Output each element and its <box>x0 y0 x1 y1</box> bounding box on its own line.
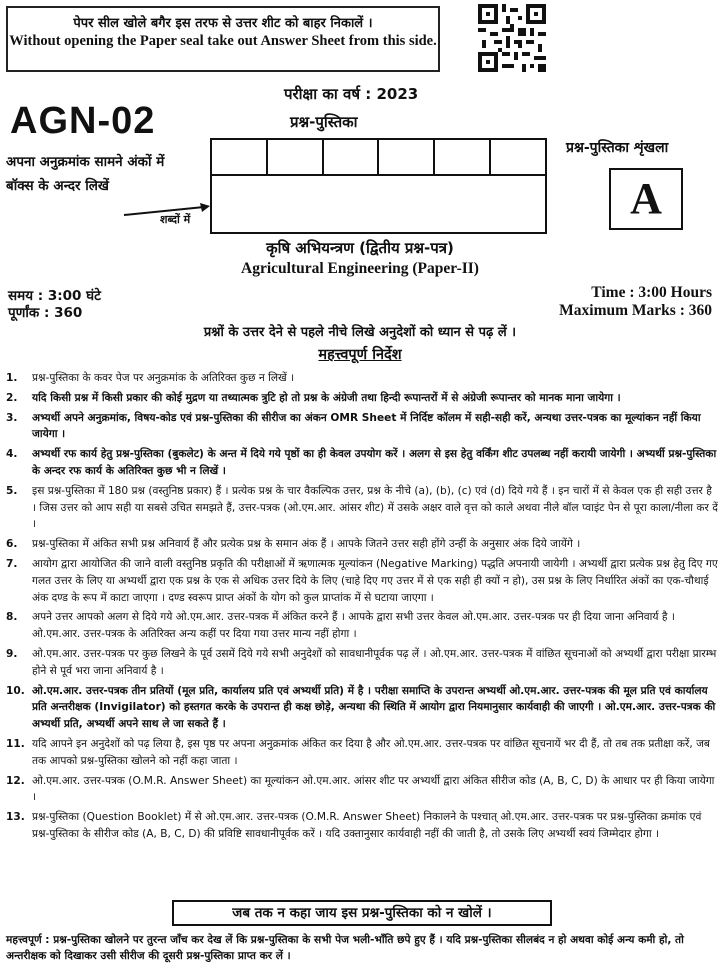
item-text: अपने उत्तर आपको अलग से दिये गये ओ.एम.आर. उत्तर-पत्रक में अंकित करने हैं । आपके द्वारा सभी उत्तर केवल ओ.एम.आर. उत्तर-पत्रक पर ही दिया जाना अनिवार्य है । ओ.एम.आर. उत्तर-पत्रक के अतिरिक्त अन्य कहीं पर दिया गया उत्तर मान्य नहीं होगा । <box>32 611 675 641</box>
roll-label-line1: अपना अनुक्रमांक सामने अंकों में <box>6 154 165 170</box>
item-text: प्रश्न-पुस्तिका के कवर पेज पर अनुक्रमांक के अतिरिक्त कुछ न लिखें । <box>32 372 295 384</box>
instructions-heading: महत्त्वपूर्ण निर्देश <box>318 347 402 363</box>
subject-english: Agricultural Engineering (Paper-II) <box>241 260 479 277</box>
roll-number-label <box>6 150 221 198</box>
item-text: प्रश्न-पुस्तिका (Question Booklet) में से ओ.एम.आर. उत्तर-पत्रक (O.M.R. Answer Sheet) निकालने के पश्चात् ओ.एम.आर. उत्तर-पत्रक पर प्रश्न-पुस्तिका क्रमांक एवं प्रश्न-पुस्तिका के सीरीज कोड (A, B, C, D) की प्रविष्टि सावधानीपूर्वक करें । यदि उक्तानुसार कार्यवाही नहीं की जाती है, तो उसके लिए अभ्यर्थी स्वयं जिम्मेदार होगा । <box>32 811 702 840</box>
item-number: 3. <box>6 411 18 424</box>
exam-year: परीक्षा का वर्ष : 2023 <box>284 85 419 103</box>
item-text: आयोग द्वारा आयोजित की जाने वाली वस्तुनिष्ठ प्रकृति की परीक्षाओं में ऋणात्मक मूल्यांकन (Negative Marking) पद्धति अपनायी जायेगी । अभ्यर्थी द्वारा प्रत्येक प्रश्न हेतु दिए गए गलत उत्तर के लिए या अभ्यर्थी द्वारा एक प्रश्न के एक से अधिक उत्तर दिये के लिए (चाहे दिए गए उत्तर में से एक सही ही क्यों न हो), उस प्रश्न के लिए निर्धारित अंकों का एक-चौथाई अंक दण्ड के रूप में काटा जाएगा । दण्ड स्वरूप प्राप्त अंकों के योग को कुल प्राप्तांक में से घटाया जाएगा । <box>32 557 718 604</box>
paper-code: AGN-02 <box>10 100 156 142</box>
list-item <box>6 773 718 807</box>
pre-instructions: प्रश्नों के उत्तर देने से पहले नीचे लिखे अनुदेशों को ध्यान से पढ़ लें । <box>203 325 517 340</box>
item-number: 10. <box>6 684 25 697</box>
arrow-right-icon <box>122 202 212 220</box>
item-number: 1. <box>6 372 18 384</box>
roll-digit-box[interactable] <box>379 140 435 174</box>
important-text: प्रश्न-पुस्तिका खोलने पर तुरन्त जाँच कर देख लें कि प्रश्न-पुस्तिका के सभी पेज भली-भाँति छपे हुए हैं । यदि प्रश्न-पुस्तिका सीलबंद न हो अथवा कोई अन्य कमी हो, तो अन्तरीक्षक को दिखाकर उसी सीरीज की दूसरी प्रश्न-पुस्तिका प्राप्त कर लें । <box>6 934 684 962</box>
item-number: 5. <box>6 484 18 497</box>
seal-notice-english: Without opening the Paper seal take out Answer Sheet from this side. <box>9 33 437 49</box>
qr-code-icon <box>478 4 546 72</box>
roll-digit-box[interactable] <box>491 140 545 174</box>
item-number: 13. <box>6 811 25 824</box>
item-text: यदि आपने इन अनुदेशों को पढ़ लिया है, इस पृष्ठ पर अपना अनुक्रमांक अंकित कर दिया है और ओ.एम.आर. उत्तर-पत्रक पर वांछित सूचनायें भर दी हैं, तो तब तक प्रतीक्षा करें, जब तक आपको प्रश्न-पुस्तिका खोलने को नहीं कहा जाता । <box>32 737 710 767</box>
roll-number-digit-boxes[interactable] <box>210 138 547 176</box>
roll-digit-box[interactable] <box>435 140 491 174</box>
item-text: प्रश्न-पुस्तिका में अंकित सभी प्रश्न अनिवार्य हैं और प्रत्येक प्रश्न के समान अंक हैं । आपके जितने उत्तर सही होंगे उन्हीं के अनुसार अंक दिये जायेंगे । <box>32 538 581 551</box>
item-text: अभ्यर्थी रफ कार्य हेतु प्रश्न-पुस्तिका (बुकलेट) के अन्त में दिये गये पृष्ठों का ही केवल उपयोग करें । अलग से इस हेतु वर्किंग शीट उपलब्ध नहीं करायी जायेगी । अभ्यर्थी प्रश्न-पुस्तिका के अन्दर रफ कार्य के अतिरिक्त कुछ भी न लिखें । <box>32 448 717 477</box>
item-number: 12. <box>6 774 25 787</box>
item-number: 4. <box>6 448 18 461</box>
item-number: 7. <box>6 557 18 570</box>
time-hindi: समय : 3:00 घंटे <box>8 288 101 304</box>
list-item <box>6 556 718 606</box>
list-item <box>6 683 718 733</box>
list-item <box>6 483 718 533</box>
list-item <box>6 536 718 553</box>
roll-digit-box[interactable] <box>268 140 324 174</box>
series-value: A <box>609 168 683 230</box>
words-label: शब्दों में <box>160 213 191 226</box>
item-text: ओ.एम.आर. उत्तर-पत्रक (O.M.R. Answer Sheet) का मूल्यांकन ओ.एम.आर. आंसर शीट पर अभ्यर्थी द्वारा अंकित सीरीज कोड (A, B, C, D) के आधार पर ही किया जायेगा । <box>32 774 715 804</box>
important-label: महत्त्वपूर्ण : <box>6 934 50 946</box>
list-item <box>6 736 718 770</box>
seal-notice-box <box>6 6 440 72</box>
list-item <box>6 609 718 643</box>
list-item <box>6 410 718 444</box>
instructions-list <box>6 370 718 846</box>
list-item <box>6 370 718 387</box>
booklet-label: प्रश्न-पुस्तिका <box>290 113 358 131</box>
item-text: यदि किसी प्रश्न में किसी प्रकार की कोई मुद्रण या तथ्यात्मक त्रुटि हो तो प्रश्न के अंग्रेजी तथा हिन्दी रूपान्तरों में से अंग्रेजी रूपान्तर को मानक माना जायेगा । <box>32 391 621 404</box>
list-item <box>6 809 718 843</box>
item-text: ओ.एम.आर. उत्तर-पत्रक तीन प्रतियों (मूल प्रति, कार्यालय प्रति एवं अभ्यर्थी प्रति) में है । परीक्षा समाप्ति के उपरान्त अभ्यर्थी ओ.एम.आर. उत्तर-पत्रक की मूल प्रति एवं कार्यालय प्रति अन्तरीक्षक (Invigilator) को हस्तगत करके के उपरान्त ही कक्ष छोड़े, अन्यथा की स्थिति में आयोग द्वारा नियमानुसार कार्यवाही की जाएगी । ओ.एम.आर. उत्तर-पत्रक की अभ्यर्थी प्रति, अभ्यर्थी अपने साथ ले जा सकते हैं । <box>32 684 716 731</box>
marks-hindi: पूर्णांक : 360 <box>8 305 83 321</box>
roll-label-line2: बॉक्स के अन्दर लिखें <box>6 178 109 194</box>
series-label: प्रश्न-पुस्तिका शृंखला <box>566 140 669 156</box>
roll-number-words-box[interactable] <box>210 176 547 234</box>
item-text: अभ्यर्थी अपने अनुक्रमांक, विषय-कोड एवं प्रश्न-पुस्तिका की सीरीज का अंकन OMR Sheet में निर्दिष्ट कॉलम में सही-सही करें, अन्यथा उत्तर-पत्रक का मूल्यांकन नहीं किया जायेगा । <box>32 411 701 441</box>
seal-notice-hindi: पेपर सील खोले बगैर इस तरफ से उत्तर शीट को बाहर निकालें । <box>73 16 373 31</box>
item-text: ओ.एम.आर. उत्तर-पत्रक पर कुछ लिखने के पूर्व उसमें दिये गये सभी अनुदेशों को सावधानीपूर्वक पढ़ लें । ओ.एम.आर. उत्तर-पत्रक में वांछित सूचनाओं को अभ्यर्थी द्वारा परीक्षा प्रारम्भ होने से पूर्व भरा जाना अनिवार्य है । <box>32 647 717 677</box>
list-item <box>6 646 718 680</box>
time-english: Time : 3:00 Hours <box>591 284 712 301</box>
item-number: 11. <box>6 737 25 750</box>
item-number: 9. <box>6 647 18 660</box>
roll-digit-box[interactable] <box>324 140 380 174</box>
important-note <box>6 932 716 964</box>
marks-english: Maximum Marks : 360 <box>559 302 712 319</box>
item-number: 8. <box>6 611 18 624</box>
do-not-open-notice: जब तक न कहा जाय इस प्रश्न-पुस्तिका को न खोलें । <box>172 900 552 926</box>
list-item <box>6 446 718 480</box>
roll-digit-box[interactable] <box>212 140 268 174</box>
item-text: इस प्रश्न-पुस्तिका में 180 प्रश्न (वस्तुनिष्ठ प्रकार) हैं । प्रत्येक प्रश्न के चार वैकल्पिक उत्तर, प्रश्न के नीचे (a), (b), (c) एवं (d) दिये गये हैं । इन चारों में से केवल एक ही सही उत्तर है । जिस उत्तर को आप सही या सबसे उचित समझते हैं, उत्तर-पत्रक (ओ.एम.आर. आंसर शीट) में उसके अक्षर वाले वृत्त को काले अथवा नीले बॉल प्वाइंट पेन से पूरा काला/नीला कर दें । <box>32 484 718 531</box>
item-number: 2. <box>6 391 18 404</box>
list-item <box>6 390 718 407</box>
subject-hindi: कृषि अभियन्त्रण (द्वितीय प्रश्न-पत्र) <box>266 239 454 257</box>
item-number: 6. <box>6 538 18 551</box>
